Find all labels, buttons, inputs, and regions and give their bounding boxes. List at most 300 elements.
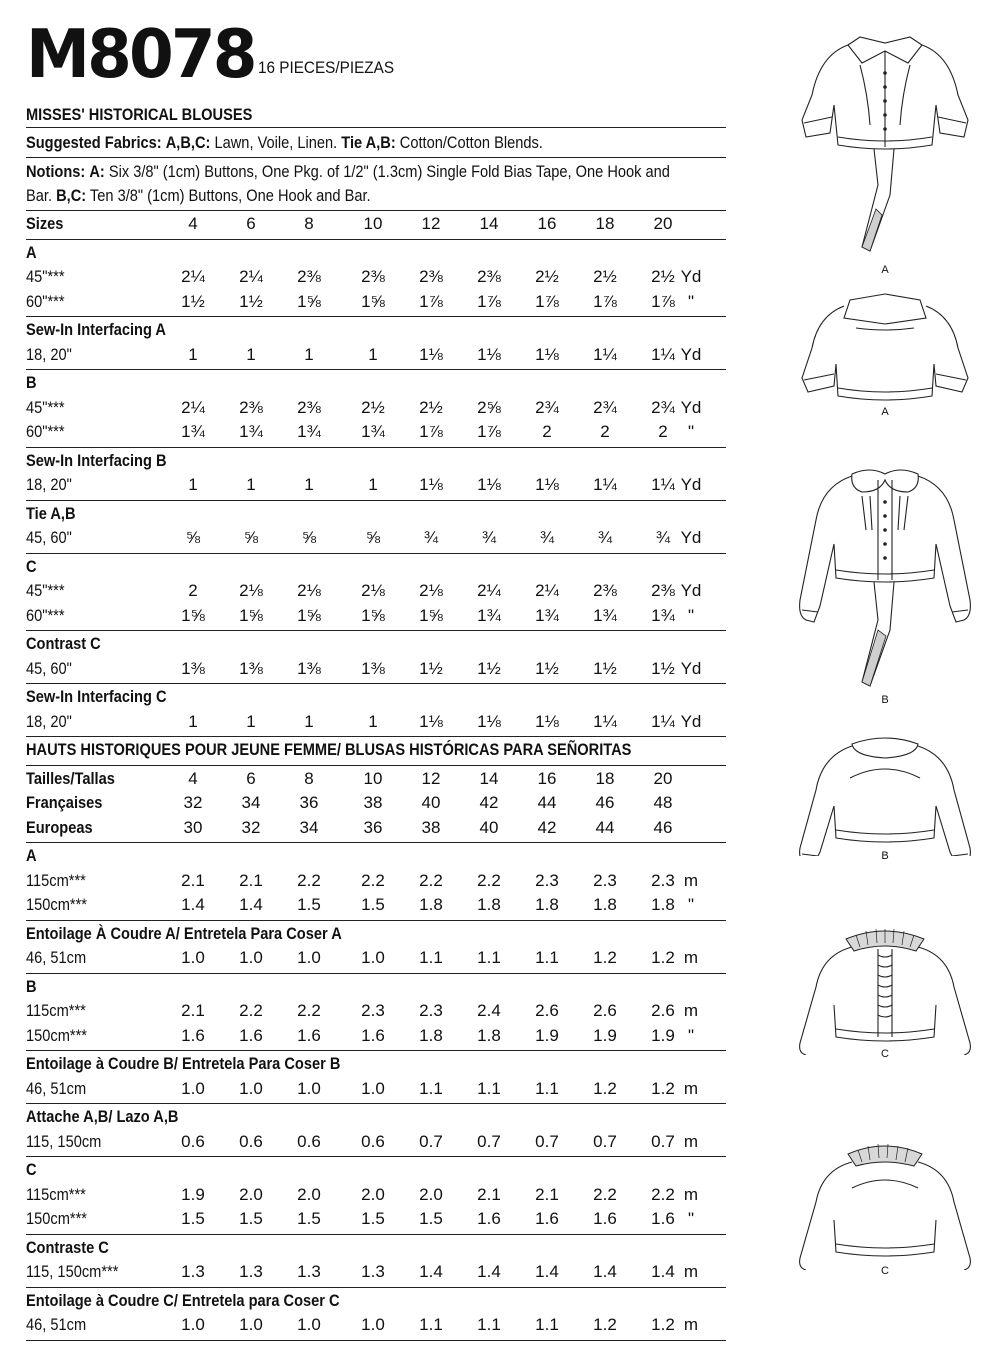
divider — [26, 210, 726, 211]
cell-value: 1¾ — [239, 422, 263, 441]
row-label: 45, 60" — [26, 528, 72, 547]
cell-value: 1.4 — [181, 895, 205, 914]
blouse-a-front-sketch — [790, 25, 980, 265]
cell-value: 2.0 — [297, 1184, 321, 1204]
sketch-label: C — [881, 1265, 889, 1277]
divider — [26, 1156, 726, 1157]
cell-value: 1.6 — [477, 1209, 501, 1228]
divider — [26, 553, 726, 554]
cell-value: 2.2 — [419, 870, 443, 890]
row-label: 115cm*** — [26, 870, 86, 890]
cell-value: 12 — [421, 214, 441, 233]
blouse-c-front-sketch — [790, 925, 980, 1055]
blouse-b-back-sketch — [790, 730, 980, 856]
cell-value: 2⅜ — [593, 581, 617, 600]
cell-value: 1.0 — [181, 1078, 205, 1098]
cell-value: ¾ — [481, 528, 497, 547]
group-header: Entoilage à Coudre C/ Entretela para Coser C — [26, 1290, 340, 1310]
cell-value: 2¼ — [181, 267, 205, 286]
divider — [26, 630, 726, 631]
cell-value: 32 — [241, 817, 261, 837]
unit: m — [683, 1078, 699, 1098]
cell-value: 34 — [299, 817, 319, 837]
cell-value: 1.4 — [535, 1262, 559, 1281]
cell-value: 18 — [595, 768, 615, 788]
cell-value: 0.7 — [593, 1131, 617, 1151]
cell-value: 2.4 — [477, 1001, 501, 1020]
cell-value: 2.3 — [361, 1001, 385, 1020]
group-header: B — [26, 976, 37, 996]
row-label: 115cm*** — [26, 1001, 86, 1020]
cell-value: 1.8 — [651, 895, 675, 914]
metric-size-row — [26, 816, 726, 840]
metric-row — [26, 1130, 726, 1154]
cell-value: 1¼ — [651, 711, 675, 731]
divider — [26, 842, 726, 843]
group-header: Sew-In Interfacing B — [26, 450, 167, 470]
cell-value: 1¼ — [593, 344, 617, 364]
cell-value: ⅝ — [365, 528, 381, 547]
cell-value: 1.0 — [297, 948, 321, 967]
unit: " — [687, 1025, 695, 1045]
cell-value: 1.8 — [419, 1025, 443, 1045]
divider — [26, 447, 726, 448]
divider — [26, 1287, 726, 1288]
row-label: 45"*** — [26, 397, 65, 417]
cell-value: 1.9 — [535, 1025, 559, 1045]
cell-value: ⅝ — [243, 528, 259, 547]
yardage-row — [26, 343, 726, 367]
cell-value: 1.5 — [297, 1209, 321, 1228]
cell-value: 1 — [246, 344, 256, 364]
cell-value: 2.2 — [297, 870, 321, 890]
unit: Yd — [680, 528, 702, 547]
row-label: 150cm*** — [26, 1209, 87, 1228]
cell-value: 1.1 — [477, 1078, 501, 1098]
cell-value: 1½ — [419, 658, 443, 678]
metric-size-row — [26, 791, 726, 815]
row-label: 18, 20" — [26, 711, 72, 731]
row-label: 60"*** — [26, 605, 65, 625]
cell-value: 1.6 — [361, 1025, 385, 1045]
cell-value: 1.8 — [419, 895, 443, 914]
cell-value: 1¾ — [297, 422, 321, 441]
cell-value: 1 — [188, 475, 198, 494]
cell-value: 1⅞ — [651, 291, 675, 311]
yardage-row — [26, 396, 726, 420]
cell-value: 1.6 — [297, 1025, 321, 1045]
cell-value: 1⅞ — [419, 291, 443, 311]
cell-value: 0.6 — [239, 1131, 263, 1151]
blouse-a-back-sketch — [790, 288, 980, 408]
row-label: Tailles/Tallas — [26, 768, 115, 788]
group-header: Entoilage à Coudre B/ Entretela Para Coser B — [26, 1054, 341, 1073]
cell-value: 1.3 — [239, 1262, 263, 1281]
cell-value: 2⅜ — [297, 267, 321, 286]
cell-value: 6 — [246, 768, 256, 788]
cell-value: 1.5 — [361, 895, 385, 914]
cell-value: 1½ — [535, 658, 559, 678]
cell-value: 1⅝ — [361, 605, 385, 625]
metric-row — [26, 946, 726, 970]
notions-line-2: Bar. B,C: Ten 3/8" (1cm) Buttons, One Hook and Bar. — [26, 186, 371, 205]
group-header: C — [26, 556, 37, 576]
cell-value: 36 — [299, 793, 319, 812]
cell-value: 1¼ — [593, 475, 617, 494]
cell-value: 4 — [188, 768, 198, 788]
cell-value: 1.1 — [477, 1315, 501, 1334]
blouse-b-front-sketch — [790, 460, 980, 700]
cell-value: 1.3 — [361, 1262, 385, 1281]
cell-value: 46 — [653, 817, 673, 837]
group-header: Entoilage À Coudre A/ Entretela Para Coser A — [26, 923, 342, 943]
cell-value: 1.1 — [535, 1078, 559, 1098]
cell-value: 1.9 — [651, 1025, 675, 1045]
cell-value: 2.3 — [651, 870, 675, 890]
cell-value: 1 — [368, 475, 378, 494]
cell-value: 1⅛ — [477, 711, 501, 731]
unit: m — [683, 948, 699, 967]
row-label: 46, 51cm — [26, 1078, 87, 1098]
cell-value: 2.1 — [181, 870, 205, 890]
cell-value: 0.7 — [477, 1131, 501, 1151]
unit: Yd — [680, 475, 702, 494]
cell-value: 1.5 — [361, 1209, 385, 1228]
sketch-label: B — [881, 694, 889, 706]
cell-value: 1.5 — [181, 1209, 205, 1228]
cell-value: 1.9 — [181, 1184, 205, 1204]
cell-value: 1.0 — [239, 948, 263, 967]
cell-value: 1.1 — [419, 948, 443, 967]
cell-value: 1.4 — [651, 1262, 675, 1281]
cell-value: 2.1 — [477, 1184, 501, 1204]
notions: Notions: A: Six 3/8" (1cm) Buttons, One Pkg. of 1/2" (1.3cm) Single Fold Bias Tape, One Hook and — [26, 162, 670, 181]
row-label: 150cm*** — [26, 1025, 87, 1045]
metric-row — [26, 1313, 726, 1337]
sketch-label: A — [881, 264, 889, 276]
cell-value: 1.8 — [535, 895, 559, 914]
cell-value: 4 — [188, 214, 198, 233]
cell-value: 1.1 — [535, 948, 559, 967]
divider — [26, 157, 726, 158]
sketch-label: C — [881, 1048, 889, 1060]
unit: Yd — [680, 267, 702, 286]
cell-value: 1⅜ — [361, 658, 385, 678]
cell-value: ⅝ — [185, 528, 201, 547]
cell-value: 1.0 — [181, 1315, 205, 1334]
cell-value: 1⅜ — [181, 658, 205, 678]
row-label: 45"*** — [26, 581, 65, 600]
cell-value: 2⅛ — [419, 581, 443, 600]
cell-value: 1 — [188, 344, 198, 364]
row-label: 115, 150cm*** — [26, 1262, 119, 1281]
cell-value: 1⅛ — [535, 711, 559, 731]
cell-value: 1 — [304, 344, 314, 364]
cell-value: 1.8 — [477, 1025, 501, 1045]
cell-value: 2.1 — [535, 1184, 559, 1204]
cell-value: 1.3 — [297, 1262, 321, 1281]
cell-value: 1¾ — [651, 605, 675, 625]
metric-row — [26, 869, 726, 893]
cell-value: 2⅜ — [297, 397, 321, 417]
cell-value: 2 — [188, 581, 198, 600]
divider — [26, 1103, 726, 1104]
divider — [26, 1050, 726, 1051]
unit: m — [683, 1262, 699, 1281]
blouse-c-back-sketch — [790, 1140, 980, 1270]
cell-value: 1.4 — [593, 1262, 617, 1281]
row-label: 60"*** — [26, 291, 65, 311]
unit: " — [687, 1209, 695, 1228]
row-label: 45, 60" — [26, 658, 72, 678]
sizes-row — [26, 212, 726, 236]
cell-value: 1¾ — [181, 422, 205, 441]
cell-value: 2.6 — [651, 1001, 675, 1020]
metric-row — [26, 999, 726, 1023]
cell-value: 1¾ — [593, 605, 617, 625]
yardage-row — [26, 473, 726, 497]
unit: " — [687, 605, 695, 625]
cell-value: 1⅛ — [419, 711, 443, 731]
cell-value: 1.0 — [361, 1315, 385, 1334]
divider — [26, 500, 726, 501]
cell-value: 2⅜ — [477, 267, 501, 286]
cell-value: 1.5 — [297, 895, 321, 914]
cell-value: 2.0 — [419, 1184, 443, 1204]
row-label: 18, 20" — [26, 344, 72, 364]
cell-value: 1¾ — [477, 605, 501, 625]
unit: " — [687, 422, 695, 441]
cell-value: ¾ — [539, 528, 555, 547]
group-header: Contrast C — [26, 634, 101, 653]
cell-value: 1⅜ — [297, 658, 321, 678]
cell-value: 1.0 — [239, 1315, 263, 1334]
cell-value: 2.2 — [651, 1184, 675, 1204]
group-header: Sew-In Interfacing C — [26, 687, 167, 706]
metric-row — [26, 1260, 726, 1284]
cell-value: 1 — [368, 344, 378, 364]
cell-value: 2.3 — [419, 1001, 443, 1020]
cell-value: ¾ — [597, 528, 613, 547]
cell-value: 1.4 — [477, 1262, 501, 1281]
cell-value: 2.1 — [181, 1001, 205, 1020]
cell-value: 42 — [479, 793, 499, 812]
cell-value: 1⅞ — [593, 291, 617, 311]
divider — [26, 127, 726, 128]
cell-value: 40 — [479, 817, 499, 837]
cell-value: 2⅛ — [239, 581, 263, 600]
yardage-row — [26, 657, 726, 681]
cell-value: 1½ — [181, 291, 205, 311]
cell-value: 1¼ — [651, 344, 675, 364]
yardage-row — [26, 265, 726, 289]
cell-value: 1 — [246, 475, 256, 494]
divider — [26, 316, 726, 317]
metric-row — [26, 1207, 726, 1231]
cell-value: 1⅞ — [477, 422, 501, 441]
row-label: 150cm*** — [26, 895, 87, 914]
cell-value: 42 — [537, 817, 557, 837]
cell-value: 2¾ — [535, 397, 559, 417]
cell-value: 1 — [304, 711, 314, 731]
cell-value: 1⅝ — [419, 605, 443, 625]
cell-value: 1 — [246, 711, 256, 731]
cell-value: 2 — [600, 422, 610, 441]
cell-value: 2½ — [361, 397, 385, 417]
cell-value: 1⅝ — [297, 291, 321, 311]
cell-value: 1.8 — [477, 895, 501, 914]
metric-row — [26, 1024, 726, 1048]
divider — [26, 973, 726, 974]
cell-value: 1.1 — [477, 948, 501, 967]
cell-value: 20 — [653, 768, 673, 788]
yardage-row — [26, 290, 726, 314]
divider — [26, 239, 726, 240]
cell-value: 1.6 — [651, 1209, 675, 1228]
cell-value: 1½ — [239, 291, 263, 311]
cell-value: 2.2 — [297, 1001, 321, 1020]
cell-value: 30 — [183, 817, 203, 837]
cell-value: 1.0 — [239, 1078, 263, 1098]
cell-value: 1⅛ — [419, 475, 443, 494]
yardage-row — [26, 579, 726, 603]
cell-value: 16 — [537, 214, 557, 233]
garment-sketches — [790, 0, 980, 1355]
cell-value: 1⅛ — [477, 475, 501, 494]
yardage-row — [26, 710, 726, 734]
cell-value: 1.0 — [181, 948, 205, 967]
cell-value: 1⅛ — [535, 344, 559, 364]
cell-value: ⅝ — [301, 528, 317, 547]
cell-value: 1¾ — [361, 422, 385, 441]
cell-value: 2 — [658, 422, 668, 441]
unit: m — [683, 1131, 699, 1151]
cell-value: 44 — [595, 817, 615, 837]
title-french-spanish: HAUTS HISTORIQUES POUR JEUNE FEMME/ BLUSAS HISTÓRICAS PARA SEÑORITAS — [26, 740, 632, 759]
suggested-fabrics: Suggested Fabrics: A,B,C: Lawn, Voile, Linen. Tie A,B: Cotton/Cotton Blends. — [26, 133, 543, 152]
yardage-row — [26, 526, 726, 550]
cell-value: 2⅜ — [361, 267, 385, 286]
cell-value: 1.2 — [651, 948, 675, 967]
cell-value: 1⅝ — [297, 605, 321, 625]
pieces-count: 16 PIECES/PIEZAS — [258, 58, 395, 77]
unit: m — [683, 1184, 699, 1204]
cell-value: 2¼ — [477, 581, 501, 600]
cell-value: 8 — [304, 768, 314, 788]
divider — [26, 369, 726, 370]
cell-value: 1½ — [593, 658, 617, 678]
cell-value: 16 — [537, 768, 557, 788]
cell-value: 10 — [363, 214, 383, 233]
cell-value: 2.1 — [239, 870, 263, 890]
cell-value: 1⅜ — [239, 658, 263, 678]
cell-value: 1 — [304, 475, 314, 494]
cell-value: 1.0 — [297, 1315, 321, 1334]
cell-value: 1.1 — [535, 1315, 559, 1334]
cell-value: 32 — [183, 793, 203, 812]
cell-value: 1.0 — [297, 1078, 321, 1098]
cell-value: 2.2 — [593, 1184, 617, 1204]
unit: Yd — [680, 344, 702, 364]
cell-value: 1½ — [651, 658, 675, 678]
cell-value: 1⅝ — [361, 291, 385, 311]
cell-value: 0.6 — [297, 1131, 321, 1151]
row-label: 18, 20" — [26, 475, 72, 494]
group-header: C — [26, 1160, 37, 1179]
yardage-row — [26, 420, 726, 444]
row-label: 45"*** — [26, 267, 65, 286]
divider — [26, 736, 726, 737]
cell-value: 2.6 — [535, 1001, 559, 1020]
cell-value: 14 — [479, 768, 499, 788]
cell-value: 1.6 — [181, 1025, 205, 1045]
group-header: Tie A,B — [26, 503, 76, 523]
group-header: Contraste C — [26, 1237, 109, 1257]
cell-value: 1.5 — [419, 1209, 443, 1228]
group-header: Attache A,B/ Lazo A,B — [26, 1107, 179, 1126]
cell-value: 1⅛ — [477, 344, 501, 364]
group-header: Sew-In Interfacing A — [26, 320, 166, 339]
cell-value: 2½ — [535, 267, 559, 286]
cell-value: 34 — [241, 793, 261, 812]
cell-value: 46 — [595, 793, 615, 812]
divider — [26, 683, 726, 684]
title-english: MISSES' HISTORICAL BLOUSES — [26, 105, 253, 124]
cell-value: 2.2 — [239, 1001, 263, 1020]
cell-value: 0.6 — [181, 1131, 205, 1151]
unit: " — [687, 895, 695, 914]
metric-row — [26, 1183, 726, 1207]
metric-row — [26, 893, 726, 917]
unit: m — [683, 1001, 699, 1020]
cell-value: 1.0 — [361, 1078, 385, 1098]
cell-value: ¾ — [655, 528, 671, 547]
cell-value: 1 — [368, 711, 378, 731]
unit: m — [683, 1315, 699, 1334]
cell-value: 1.2 — [651, 1315, 675, 1334]
metric-row — [26, 1077, 726, 1101]
row-label: 46, 51cm — [26, 1315, 87, 1334]
cell-value: 1.2 — [593, 1315, 617, 1334]
cell-value: 1.6 — [535, 1209, 559, 1228]
cell-value: 2⅜ — [419, 267, 443, 286]
cell-value: 1.5 — [239, 1209, 263, 1228]
group-header: A — [26, 846, 37, 865]
divider — [26, 1234, 726, 1235]
cell-value: 1.2 — [593, 948, 617, 967]
cell-value: 1.1 — [419, 1078, 443, 1098]
cell-value: 1.4 — [239, 895, 263, 914]
cell-value: 0.6 — [361, 1131, 385, 1151]
cell-value: 2¾ — [651, 397, 675, 417]
cell-value: 10 — [363, 768, 383, 788]
cell-value: 2 — [542, 422, 552, 441]
cell-value: 1.2 — [593, 1078, 617, 1098]
cell-value: 2¾ — [593, 397, 617, 417]
cell-value: 1⅞ — [477, 291, 501, 311]
divider — [26, 765, 726, 766]
unit: Yd — [680, 581, 702, 600]
cell-value: 2.6 — [593, 1001, 617, 1020]
cell-value: 1⅝ — [181, 605, 205, 625]
cell-value: 2⅝ — [477, 397, 501, 417]
cell-value: 36 — [363, 817, 383, 837]
row-label: 46, 51cm — [26, 948, 87, 967]
cell-value: 6 — [246, 214, 256, 233]
sketch-label: A — [881, 406, 889, 418]
cell-value: 40 — [421, 793, 441, 812]
title-row — [26, 14, 726, 94]
